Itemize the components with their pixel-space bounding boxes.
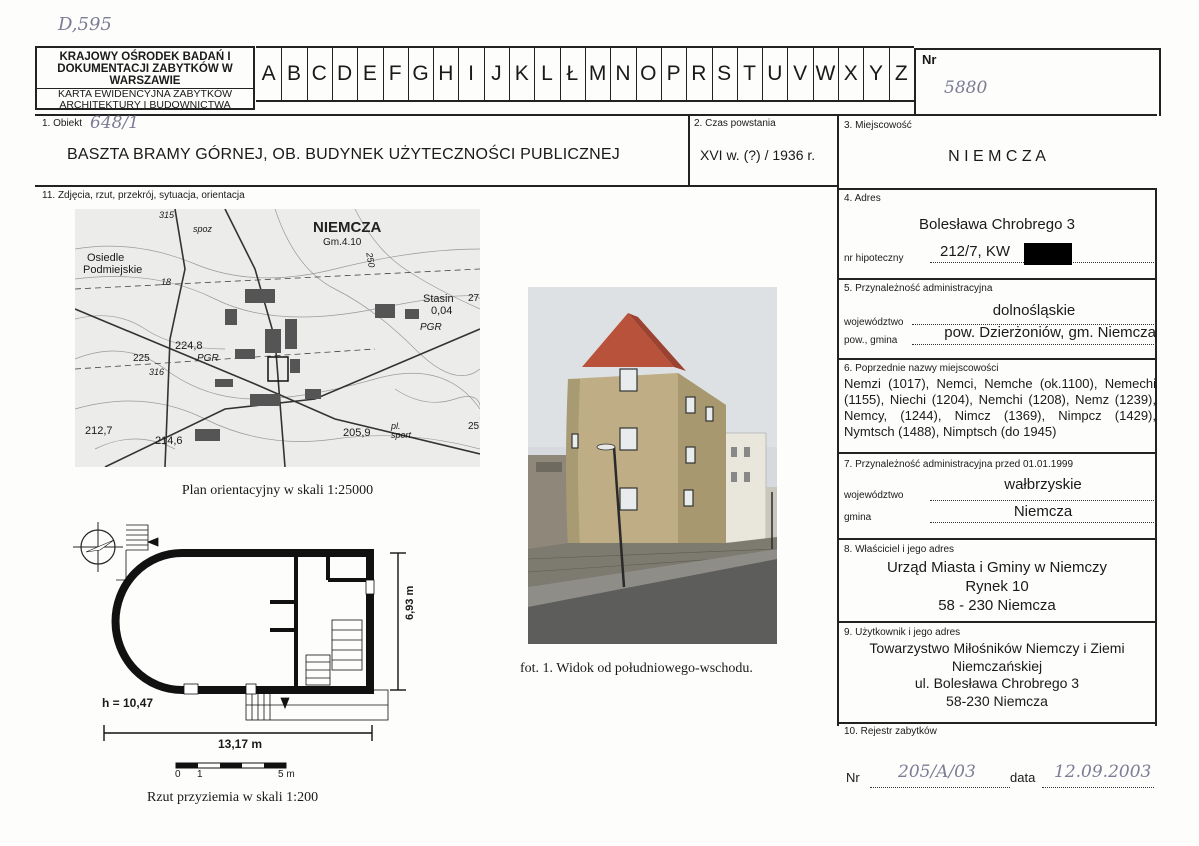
- photos-label: 11. Zdjęcia, rzut, przekrój, sytuacja, orientacja: [42, 190, 245, 201]
- map-h12: 250: [364, 251, 377, 269]
- hip-label: nr hipoteczny: [844, 253, 904, 264]
- index-letter: L: [534, 48, 560, 100]
- admin-old-woj-label: województwo: [844, 490, 904, 501]
- institution-line3: WARSZAWIE: [109, 75, 181, 87]
- index-letter: R: [686, 48, 712, 100]
- map-h2: 212,7: [85, 425, 113, 437]
- obiekt-hand: 648/1: [90, 113, 139, 133]
- hip-value: 212/7, KW: [940, 243, 1011, 260]
- map-h10: 25: [468, 421, 480, 432]
- rejestr-data-label: data: [1010, 770, 1036, 785]
- adres-label: 4. Adres: [844, 193, 881, 204]
- index-letter: D: [332, 48, 358, 100]
- institution-line5: ARCHITEKTURY I BUDOWNICTWA: [59, 99, 231, 111]
- index-letter: C: [307, 48, 333, 100]
- institution-line1: KRAJOWY OŚRODEK BADAŃ I: [59, 51, 231, 63]
- pow-label: pow., gmina: [844, 335, 898, 346]
- scale-5: 5 m: [278, 769, 295, 780]
- index-letter: N: [610, 48, 636, 100]
- index-letter: W: [813, 48, 839, 100]
- map-h7: 315: [159, 210, 175, 220]
- map-h3: 214,6: [155, 435, 183, 447]
- map-osiedle1: Osiedle: [87, 252, 125, 264]
- scale-1: 1: [197, 769, 203, 780]
- tower-photo: [528, 287, 777, 644]
- index-letter: Ł: [560, 48, 586, 100]
- redaction-box: [1024, 243, 1072, 265]
- index-letter: P: [661, 48, 687, 100]
- nr-box: [914, 48, 1161, 116]
- scale-0: 0: [175, 769, 181, 780]
- institution-box: [35, 46, 255, 110]
- poprzednie-label: 6. Poprzednie nazwy miejscowości: [844, 363, 999, 374]
- index-letter: H: [433, 48, 459, 100]
- admin-old-woj-value: wałbrzyskie: [1004, 476, 1082, 493]
- wlasciciel-line1: Urząd Miasta i Gminy w Niemczy: [886, 559, 1108, 576]
- uzytkownik-line1: Towarzystwo Miłośników Niemczy i Ziemi: [869, 640, 1125, 656]
- wlasciciel-line2: Rynek 10: [965, 578, 1029, 595]
- uzytkownik-line3: ul. Bolesława Chrobrego 3: [914, 675, 1080, 691]
- photo-caption: fot. 1. Widok od południowego-wschodu.: [520, 661, 753, 676]
- uzytkownik-label: 9. Użytkownik i jego adres: [844, 627, 961, 638]
- orientation-map: [75, 209, 480, 467]
- map-town: NIEMCZA: [313, 219, 382, 236]
- index-letter: I: [458, 48, 484, 100]
- plan-height-dim: 6,93 m: [404, 585, 416, 620]
- map-pgr2: PGR: [197, 353, 219, 364]
- scale-bar: [176, 763, 286, 768]
- index-letter: Z: [889, 48, 915, 100]
- adres-street: Bolesława Chrobrego 3: [919, 216, 1075, 233]
- index-letter: J: [484, 48, 510, 100]
- rejestr-data-value: 12.09.2003: [1054, 762, 1152, 782]
- map-h6: 316: [149, 367, 165, 377]
- institution-line4: KARTA EWIDENCYJNA ZABYTKÓW: [57, 88, 233, 100]
- nr-value: 5880: [944, 78, 988, 98]
- map-h1: 224,8: [175, 340, 203, 352]
- czas-label: 2. Czas powstania: [694, 118, 776, 129]
- map-pgr1: PGR: [420, 322, 442, 333]
- index-letter: A: [256, 48, 282, 100]
- plan-caption: Rzut przyziemia w skali 1:200: [147, 790, 319, 805]
- map-drawing: [75, 209, 480, 467]
- admin-label: 5. Przynależność administracyjna: [844, 283, 993, 294]
- admin-old-gmina-label: gmina: [844, 512, 872, 523]
- miejscowosc-value: N I E M C Z A: [948, 148, 1046, 165]
- obiekt-value: BASZTA BRAMY GÓRNEJ, OB. BUDYNEK UŻYTECZNOŚCI PUBLICZNEJ: [67, 146, 620, 163]
- map-h11: 18: [161, 277, 172, 287]
- index-letter: Y: [863, 48, 889, 100]
- plan-h-label: h = 10,47: [102, 696, 154, 710]
- index-letter: E: [357, 48, 383, 100]
- rejestr-label: 10. Rejestr zabytków: [844, 726, 937, 737]
- map-osiedle2: Podmiejskie: [83, 264, 143, 276]
- compass-icon: [73, 522, 123, 572]
- rejestr-nr-value: 205/A/03: [898, 762, 976, 782]
- map-h4: 205,9: [343, 427, 371, 439]
- woj-value: dolnośląskie: [992, 302, 1076, 319]
- poprzednie-text: Nemzi (1017), Nemci, Nemche (ok.1100), Nemechi (1155), Niechi (1204), Nemchi (1208), Nemz (1239), Nemcy, (1244), Nimcz (1369), Nimpcz (1429), Nymtsch (1488), Nimptsch (do 1945): [844, 376, 1156, 439]
- index-letter: U: [762, 48, 788, 100]
- map-stasin: Stasin: [423, 293, 454, 305]
- czas-value: XVI w. (?) / 1936 r.: [700, 147, 816, 163]
- woj-label: województwo: [844, 317, 904, 328]
- plan-width-dim: 13,17 m: [218, 737, 263, 751]
- index-letter: V: [787, 48, 813, 100]
- institution-line2: DOKUMENTACJI ZABYTKÓW W: [57, 63, 233, 75]
- admin-old-label: 7. Przynależność administracyjna przed 01.01.1999: [844, 459, 1074, 470]
- index-letter: X: [838, 48, 864, 100]
- uzytkownik-line2: Niemczańskiej: [951, 657, 1043, 674]
- nr-label: Nr: [922, 52, 937, 67]
- map-h5: 225: [133, 353, 150, 364]
- obiekt-label: 1. Obiekt: [42, 118, 83, 129]
- rejestr-nr-label: Nr: [846, 770, 860, 785]
- index-letter: F: [383, 48, 409, 100]
- wlasciciel-label: 8. Właściciel i jego adres: [844, 544, 955, 555]
- corner-note: D,595: [58, 14, 112, 35]
- index-letter: K: [509, 48, 535, 100]
- index-letter: S: [712, 48, 738, 100]
- index-letter: T: [737, 48, 763, 100]
- uzytkownik-line4: 58-230 Niemcza: [946, 692, 1048, 709]
- wlasciciel-line3: 58 - 230 Niemcza: [938, 597, 1056, 614]
- admin-old-gmina-value: Niemcza: [1013, 503, 1073, 520]
- pow-value: pow. Dzierżoniów, gm. Niemcza: [944, 324, 1156, 341]
- map-sport: pl. sport: [391, 421, 412, 440]
- map-h8: spoz: [193, 224, 213, 234]
- map-stasin-val: 0,04: [431, 305, 453, 317]
- map-h9: 27: [468, 293, 480, 304]
- map-code: Gm.4.10: [323, 237, 362, 248]
- index-letter: O: [636, 48, 662, 100]
- miejscowosc-label: 3. Miejscowość: [844, 120, 912, 131]
- index-letter: G: [408, 48, 434, 100]
- map-caption: Plan orientacyjny w skali 1:25000: [181, 483, 374, 498]
- index-letter: M: [585, 48, 611, 100]
- index-letter: B: [281, 48, 307, 100]
